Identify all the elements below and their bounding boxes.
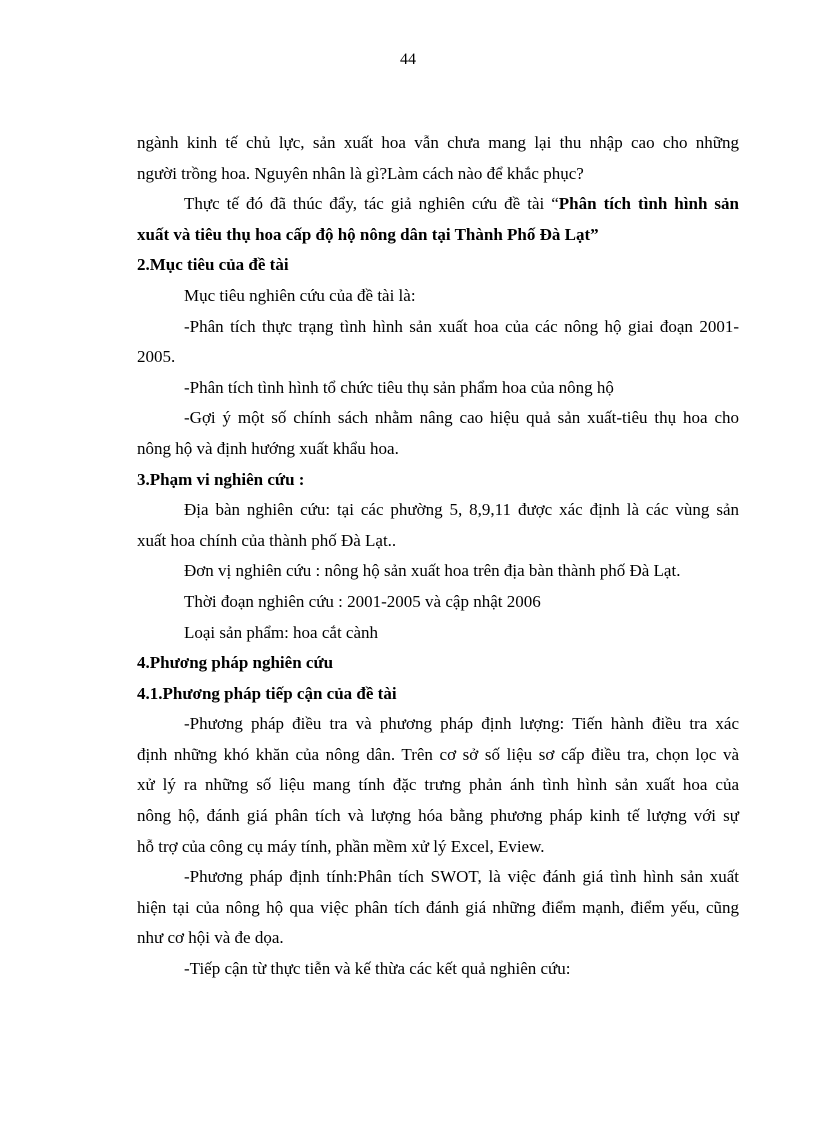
objective-3-line-2: nông hộ và định hướng xuất khẩu hoa.	[137, 438, 399, 458]
method-2-line-2: hiện tại của nông hộ qua việc phân tích đánh giá những điểm mạnh, điểm yếu, cũng	[137, 897, 739, 917]
intro-line-3-text: Thực tế đó đã thúc đẩy, tác giả nghiên cứu đề tài “	[184, 194, 559, 214]
method-1-line-5: hỗ trợ của công cụ máy tính, phần mềm xử lý Excel, Eview.	[137, 836, 545, 856]
objectives-lead: Mục tiêu nghiên cứu của đề tài là:	[184, 285, 416, 305]
intro-line-3	[137, 189, 739, 220]
method-1-line-3: xử lý ra những số liệu mang tính đặc trưng phản ánh tình hình sản xuất hoa của	[137, 775, 739, 795]
section-heading-scope: 3.Phạm vi nghiên cứu :	[137, 469, 305, 489]
scope-product: Loại sản phẩm: hoa cắt cành	[184, 622, 379, 642]
objective-3-line-1: -Gợi ý một số chính sách nhằm nâng cao hiệu quả sản xuất-tiêu thụ hoa cho	[184, 408, 739, 428]
method-2-line-1: -Phương pháp định tính:Phân tích SWOT, là việc đánh giá tình hình sản xuất	[184, 867, 739, 887]
thesis-title-part-1: Phân tích tình hình sản	[558, 194, 739, 214]
objective-1-line-2: 2005.	[137, 347, 176, 367]
objective-1-line-1: -Phân tích thực trạng tình hình sản xuất hoa của các nông hộ giai đoạn 2001-	[184, 316, 739, 336]
section-heading-objectives: 2.Mục tiêu của đề tài	[137, 255, 289, 275]
subsection-heading-approach: 4.1.Phương pháp tiếp cận của đề tài	[137, 683, 397, 703]
section-heading-methods: 4.Phương pháp nghiên cứu	[137, 653, 334, 673]
scope-area-line-1: Địa bàn nghiên cứu: tại các phường 5, 8,9,11 được xác định là các vùng sản	[184, 500, 739, 520]
method-1-line-2: định những khó khăn của nông dân. Trên cơ sở số liệu sơ cấp điều tra, chọn lọc và	[137, 744, 739, 764]
method-1-line-4: nông hộ, đánh giá phân tích và lượng hóa bằng phương pháp kinh tế lượng với sự	[137, 806, 739, 826]
page-number: 44	[400, 51, 416, 68]
thesis-title-part-2: xuất và tiêu thụ hoa cấp độ hộ nông dân tại Thành Phố Đà Lạt”	[137, 224, 599, 244]
intro-line-1: ngành kinh tế chủ lực, sản xuất hoa vẫn chưa mang lại thu nhập cao cho những	[137, 133, 739, 152]
scope-area-line-2: xuất hoa chính của thành phố Đà Lạt..	[137, 530, 397, 550]
method-1-line-1: -Phương pháp điều tra và phương pháp định lượng: Tiến hành điều tra xác	[184, 714, 739, 734]
intro-line-2: người trồng hoa. Nguyên nhân là gì?Làm cách nào để khắc phục?	[137, 163, 584, 183]
objective-2: -Phân tích tình hình tổ chức tiêu thụ sản phẩm hoa của nông hộ	[184, 377, 614, 397]
scope-unit: Đơn vị nghiên cứu : nông hộ sản xuất hoa trên địa bàn thành phố Đà Lạt.	[184, 561, 681, 581]
method-2-line-3: như cơ hội và đe dọa.	[137, 928, 284, 948]
method-3: -Tiếp cận từ thực tiễn và kế thừa các kết quả nghiên cứu:	[184, 959, 571, 979]
document-body	[137, 128, 739, 985]
scope-period: Thời đoạn nghiên cứu : 2001-2005 và cập nhật 2006	[184, 591, 541, 611]
